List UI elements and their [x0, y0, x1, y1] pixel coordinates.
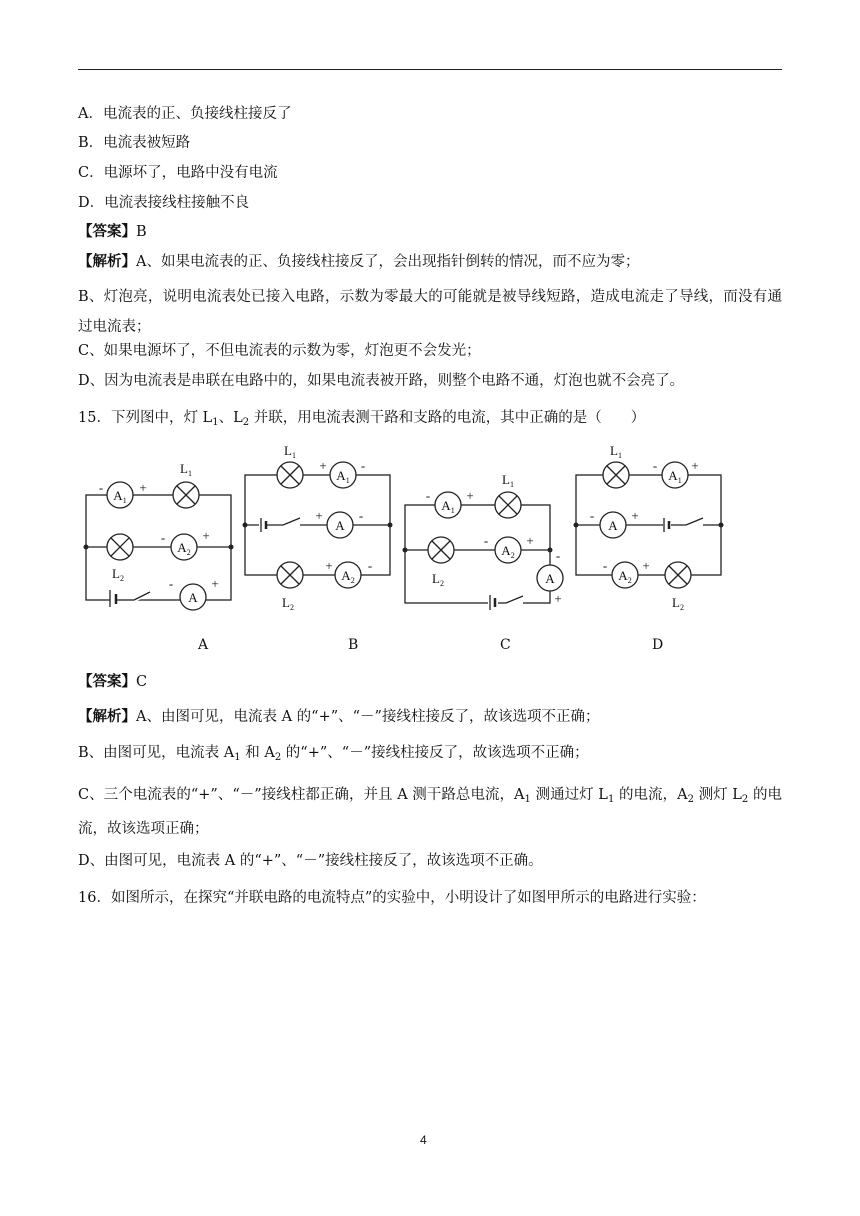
answer-value: C [136, 674, 148, 690]
q14-analysis-b: B、灯泡亮，说明电流表处已接入电路，示数为零最大的可能就是被导线短路，造成电流走了导线，而没有通过电流表； [78, 289, 782, 335]
analysis-sub: 2 [687, 794, 694, 805]
minus-sign: - [589, 508, 595, 523]
analysis-sub: 1 [234, 752, 241, 763]
plus-sign: + [631, 508, 639, 523]
stem-sub: 1 [212, 417, 219, 428]
plus-sign: + [526, 533, 534, 548]
option-b: B．电流表被短路 [78, 135, 191, 151]
analysis-text: A、如果电流表的正、负接线柱接反了，会出现指针倒转的情况，而不应为零； [136, 254, 640, 270]
analysis-sub: 1 [524, 794, 531, 805]
ammeter-label: A [335, 518, 345, 533]
lamp-label: $L_1$ [180, 461, 192, 478]
analysis-text: 和 A [240, 745, 275, 761]
minus-sign: - [360, 458, 366, 473]
header-rule [78, 69, 782, 70]
lamp-label: $L_2$ [112, 566, 124, 583]
stem-text: 、L [218, 410, 243, 426]
option-c: C．电源坏了，电路中没有电流 [78, 165, 278, 181]
plus-sign: + [139, 480, 147, 495]
analysis-sub: 2 [741, 794, 749, 805]
lamp-label: $L_2$ [432, 571, 444, 588]
ammeter-label: $A_2$ [177, 540, 191, 557]
ammeter-label: A [608, 518, 618, 533]
minus-sign: - [425, 488, 431, 503]
minus-sign: - [160, 530, 166, 545]
analysis-text: C、三个电流表的“+”、“－”接线柱都正确，并且 A 测干路总电流，A [78, 787, 525, 803]
page-number: 4 [420, 1133, 427, 1147]
plus-sign: + [691, 458, 699, 473]
q15-analysis-c [78, 778, 782, 846]
lamp-label: $L_1$ [284, 443, 296, 460]
lamp-label: $L_2$ [672, 595, 684, 612]
answer-value: B [136, 224, 147, 240]
minus-sign: - [555, 548, 561, 563]
circuit-diagrams [78, 440, 778, 615]
figure-label-b: B [348, 637, 359, 653]
lamp-label: $L_1$ [502, 472, 514, 489]
plus-sign: + [315, 508, 323, 523]
plus-sign: + [466, 488, 474, 503]
minus-sign: - [483, 533, 489, 548]
analysis-text: 的电流，A [614, 787, 688, 803]
analysis-text: 测通过灯 L [530, 787, 608, 803]
ammeter-label: $A_2$ [618, 568, 632, 585]
answer-tag: 【答案】 [78, 673, 136, 690]
analysis-text: 测灯 L [693, 787, 742, 803]
option-a: A．电流表的正、负接线柱接反了 [78, 106, 292, 122]
analysis-sub: 1 [607, 794, 615, 805]
option-d: D．电流表接线柱接触不良 [78, 195, 250, 211]
q15-analysis-b [78, 744, 589, 762]
q14-analysis-d: D、因为电流表是串联在电路中的，如果电流表被开路，则整个电路不通，灯泡也就不会亮了。 [78, 373, 685, 389]
answer-tag: 【答案】 [78, 223, 136, 240]
figure-label-d: D [652, 637, 664, 653]
minus-sign: - [98, 480, 104, 495]
plus-sign: + [202, 528, 210, 543]
stem-text: 15．下列图中，灯 L [78, 410, 213, 426]
analysis-tag: 【解析】 [78, 253, 136, 270]
figure-label-c: C [500, 637, 511, 653]
plus-sign: + [642, 558, 650, 573]
ammeter-label: A [188, 590, 198, 605]
minus-sign: - [367, 558, 373, 573]
analysis-tag: 【解析】 [78, 708, 136, 725]
q16-stem: 16．如图所示，在探究“并联电路的电流特点”的实验中，小明设计了如图甲所示的电路进行实验： [78, 890, 706, 906]
ammeter-label: $A_1$ [668, 468, 682, 485]
q15-analysis-a [78, 708, 599, 726]
stem-sub: 2 [242, 417, 250, 428]
ammeter-label: $A_2$ [341, 568, 355, 585]
analysis-text: A、由图可见，电流表 A 的“+”、“－”接线柱接反了，故该选项不正确； [136, 709, 600, 725]
plus-sign: + [211, 576, 219, 591]
minus-sign: - [168, 576, 174, 591]
q14-answer [78, 223, 147, 241]
q15-stem [78, 409, 645, 427]
analysis-text: 的“+”、“－”接线柱接反了，故该选项不正确； [281, 745, 589, 761]
plus-sign: + [325, 558, 333, 573]
ammeter-label: $A_1$ [336, 468, 350, 485]
lamp-label: $L_2$ [282, 595, 294, 612]
plus-sign: + [554, 591, 562, 606]
q15-answer [78, 673, 147, 691]
figure-label-a: A [198, 637, 209, 653]
minus-sign: - [602, 558, 608, 573]
ammeter-label: $A_2$ [501, 543, 515, 560]
analysis-sub: 2 [274, 752, 282, 763]
ammeter-label: $A_1$ [113, 488, 127, 505]
minus-sign: - [358, 508, 364, 523]
lamp-label: $L_1$ [610, 443, 622, 460]
ammeter-label: A [545, 571, 555, 586]
analysis-text: 的电流，故该选项正确； [78, 787, 782, 837]
q15-analysis-d: D、由图可见，电流表 A 的“+”、“－”接线柱接反了，故该选项不正确。 [78, 853, 543, 869]
stem-text: 并联，用电流表测干路和支路的电流，其中正确的是（ ） [249, 410, 646, 426]
q14-analysis-a [78, 253, 639, 271]
ammeter-label: $A_1$ [441, 498, 455, 515]
minus-sign: - [652, 458, 658, 473]
q14-analysis-c: C、如果电源坏了，不但电流表的示数为零，灯泡更不会发光； [78, 343, 481, 359]
analysis-text: B、由图可见，电流表 A [78, 745, 235, 761]
plus-sign: + [319, 458, 327, 473]
